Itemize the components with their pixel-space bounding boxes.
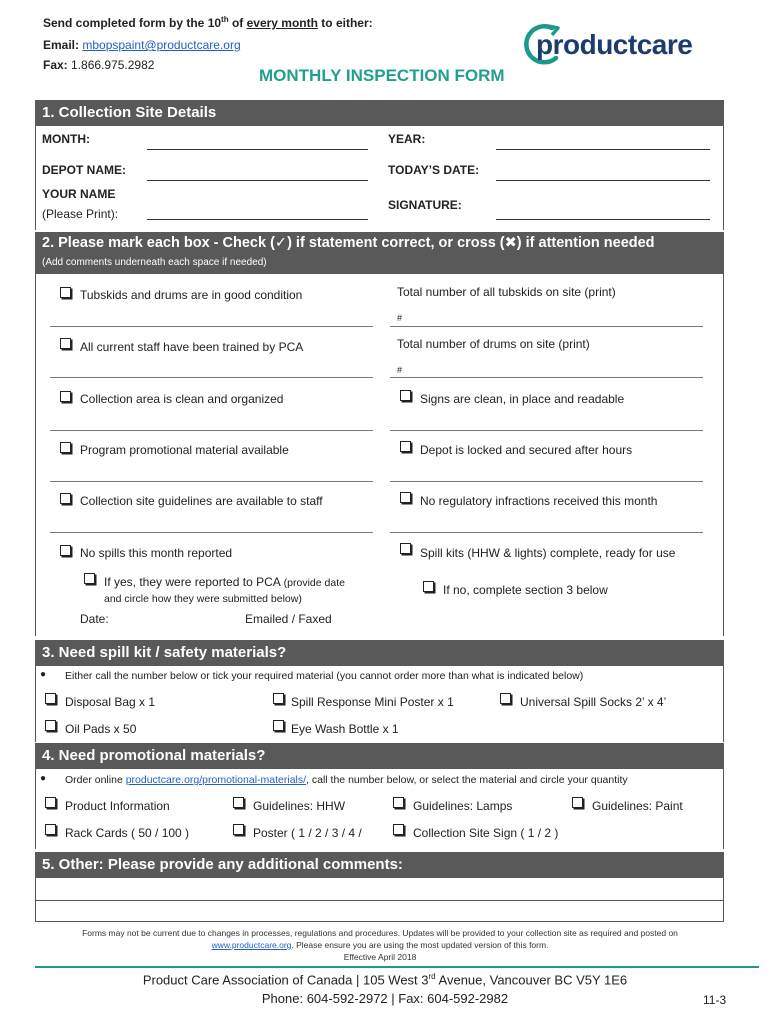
if-no-text: If no, complete section 3 below <box>443 583 608 597</box>
item-tubskids: Tubskids and drums are in good condition <box>80 288 303 302</box>
comment-line-tubskids[interactable] <box>50 326 373 327</box>
if-yes-line2: and circle how they were submitted below) <box>104 593 302 605</box>
email-line <box>43 38 241 52</box>
if-yes-text <box>104 575 345 589</box>
drums-hash: # <box>397 365 403 375</box>
comment-line-depot[interactable] <box>390 481 703 482</box>
checkbox-tubskids[interactable] <box>60 287 71 298</box>
item-oil-pads: Oil Pads x 50 <box>65 722 137 736</box>
comment-line-infractions[interactable] <box>390 532 703 533</box>
comments-divider <box>36 900 723 901</box>
section4-bullet-dot: ● <box>40 773 47 784</box>
year-label: YEAR: <box>388 132 426 146</box>
checkbox-spill-poster[interactable] <box>273 693 284 704</box>
emailed-faxed-label: Emailed / Faxed <box>245 612 332 626</box>
section2-subtitle: (Add comments underneath each space if needed) <box>42 257 267 268</box>
comment-line-guidelines[interactable] <box>50 532 373 533</box>
item-product-info: Product Information <box>65 799 170 813</box>
instruction-line <box>43 15 373 30</box>
item-spill-poster: Spill Response Mini Poster x 1 <box>291 695 454 709</box>
section2-title: 2. Please mark each box - Check (✓) if statement correct, or cross (✖) if attention needed <box>42 235 655 251</box>
signature-field[interactable] <box>496 219 710 220</box>
footer-address <box>0 972 770 987</box>
item-promo-material: Program promotional material available <box>80 443 289 457</box>
checkbox-guidelines-paint[interactable] <box>572 797 583 808</box>
item-guidelines-paint: Guidelines: Paint <box>592 799 683 813</box>
please-print-label: (Please Print): <box>42 207 119 221</box>
section3-bullet-dot: ● <box>40 669 47 680</box>
section1-left-border <box>35 126 36 230</box>
comment-line-promo[interactable] <box>50 481 373 482</box>
instruction-prefix: Send completed form by the 10 <box>43 16 222 30</box>
checkbox-staff-trained[interactable] <box>60 338 71 349</box>
year-field[interactable] <box>496 149 710 150</box>
date-label: Date: <box>80 612 109 626</box>
checkbox-disposal-bag[interactable] <box>45 693 56 704</box>
address-prefix: Product Care Association of Canada | 105 West 3 <box>142 972 429 988</box>
checkbox-depot-locked[interactable] <box>400 441 411 452</box>
section1-right-border <box>723 126 724 230</box>
footer-note-rest: . Please ensure you are using the most updated version of this form. <box>291 940 549 950</box>
checkbox-oil-pads[interactable] <box>45 720 56 731</box>
item-guidelines: Collection site guidelines are available to staff <box>80 494 323 508</box>
logo-text: productcare <box>536 29 693 60</box>
checkbox-product-info[interactable] <box>45 797 56 808</box>
checkbox-guidelines-hhw[interactable] <box>233 797 244 808</box>
checkbox-if-no[interactable] <box>423 581 434 592</box>
item-disposal-bag: Disposal Bag x 1 <box>65 695 156 709</box>
effective-date: Effective April 2018 <box>343 952 417 962</box>
item-staff-trained: All current staff have been trained by PCA <box>80 340 304 354</box>
page-number: 11-3 <box>703 993 727 1007</box>
fax-label: Fax: <box>43 58 68 72</box>
section4-bullet-suffix: , call the number below, or select the material and circle your quantity <box>306 774 628 786</box>
depot-name-field[interactable] <box>147 180 368 181</box>
comment-line-staff[interactable] <box>50 377 373 378</box>
todays-date-field[interactable] <box>496 180 710 181</box>
item-depot-locked: Depot is locked and secured after hours <box>420 443 633 457</box>
section5-header: 5. Other: Please provide any additional comments: <box>35 852 724 878</box>
section3-bullet-text: Either call the number below or tick your required material (you cannot order more than what is indicated below) <box>65 670 584 682</box>
checkbox-signs-clean[interactable] <box>400 390 411 401</box>
checkbox-rack-cards[interactable] <box>45 824 56 835</box>
section3-left-border <box>35 666 36 742</box>
todays-date-label: TODAY’S DATE: <box>388 163 480 177</box>
month-label: MONTH: <box>42 132 90 146</box>
checkbox-promo-material[interactable] <box>60 442 71 453</box>
email-link[interactable]: mbopspaint@productcare.org <box>82 38 241 52</box>
footer-phone: Phone: 604-592-2972 | Fax: 604-592-2982 <box>261 991 509 1006</box>
section3-header: 3. Need spill kit / safety materials? <box>35 640 724 666</box>
productcare-website-link[interactable]: www.productcare.org <box>211 940 292 950</box>
item-no-spills: No spills this month reported <box>80 546 233 560</box>
checkbox-spill-kits[interactable] <box>400 543 411 554</box>
section3-right-border <box>723 666 724 742</box>
checkbox-poster[interactable] <box>233 824 244 835</box>
section4-header: 4. Need promotional materials? <box>35 743 724 769</box>
item-guidelines-lamps: Guidelines: Lamps <box>413 799 513 813</box>
section2-right-border <box>723 274 724 636</box>
checkbox-spill-socks[interactable] <box>500 693 511 704</box>
fax-value: 1.866.975.2982 <box>67 58 155 72</box>
address-suffix: Avenue, Vancouver BC V5Y 1E6 <box>435 972 628 988</box>
total-drums-label: Total number of drums on site (print) <box>397 337 590 351</box>
footer-note-line2 <box>40 939 720 951</box>
checkbox-eye-wash[interactable] <box>273 720 284 731</box>
item-eye-wash: Eye Wash Bottle x 1 <box>291 722 399 736</box>
section4-right-border <box>723 769 724 849</box>
comment-line-signs[interactable] <box>390 430 703 431</box>
comments-box[interactable] <box>35 878 724 922</box>
item-signs-clean: Signs are clean, in place and readable <box>420 392 625 406</box>
checkbox-guidelines[interactable] <box>60 493 71 504</box>
tubskids-count-field[interactable] <box>390 326 703 327</box>
if-yes-main: If yes, they were reported to PCA <box>104 575 281 589</box>
item-rack-cards: Rack Cards ( 50 / 100 ) <box>65 826 190 840</box>
checkbox-area-clean[interactable] <box>60 391 71 402</box>
instruction-suffix: to either: <box>317 16 373 30</box>
section4-bullet-text <box>65 774 628 786</box>
if-yes-small: (provide date <box>280 577 345 589</box>
total-tubskids-label: Total number of all tubskids on site (print) <box>397 285 616 299</box>
signature-label: SIGNATURE: <box>388 198 462 212</box>
promo-materials-link[interactable]: productcare.org/promotional-materials/ <box>125 774 307 786</box>
footer-teal-rule <box>35 966 759 968</box>
footer-note-line1: Forms may not be current due to changes in processes, regulations and procedures. Updates will be provided to your collection site as required and posted on <box>82 928 678 938</box>
fax-line <box>43 58 154 72</box>
item-poster: Poster ( 1 / 2 / 3 / 4 / <box>253 826 362 840</box>
section4-left-border <box>35 769 36 849</box>
item-guidelines-hhw: Guidelines: HHW <box>253 799 346 813</box>
footer-note <box>40 927 720 963</box>
month-field[interactable] <box>147 149 368 150</box>
form-title: MONTHLY INSPECTION FORM <box>259 66 505 85</box>
your-name-label: YOUR NAME <box>42 187 116 201</box>
section4-bullet-prefix: Order online <box>65 774 126 786</box>
checkbox-no-spills[interactable] <box>60 545 71 556</box>
checkbox-no-infractions[interactable] <box>400 492 411 503</box>
checkbox-site-sign[interactable] <box>393 824 404 835</box>
tubskids-hash: # <box>397 313 403 323</box>
section1-header: 1. Collection Site Details <box>35 100 724 126</box>
instruction-sup: th <box>221 15 229 24</box>
item-area-clean: Collection area is clean and organized <box>80 392 284 406</box>
checkbox-guidelines-lamps[interactable] <box>393 797 404 808</box>
section2-header-block <box>35 232 724 274</box>
item-spill-kits: Spill kits (HHW & lights) complete, ready for use <box>420 546 676 560</box>
item-spill-socks: Universal Spill Socks 2’ x 4’ <box>520 695 667 709</box>
comment-line-area[interactable] <box>50 430 373 431</box>
email-label: Email: <box>43 38 83 52</box>
productcare-logo <box>522 22 702 70</box>
your-name-field[interactable] <box>147 219 368 220</box>
checkbox-if-yes[interactable] <box>84 573 95 584</box>
instruction-mid: of <box>228 16 247 30</box>
depot-name-label: DEPOT NAME: <box>42 163 126 177</box>
item-no-infractions: No regulatory infractions received this month <box>420 494 658 508</box>
drums-count-field[interactable] <box>390 377 703 378</box>
address-sup: rd <box>428 972 436 981</box>
item-site-sign: Collection Site Sign ( 1 / 2 ) <box>413 826 559 840</box>
instruction-underline: every month <box>246 16 318 30</box>
section2-left-border <box>35 274 36 636</box>
